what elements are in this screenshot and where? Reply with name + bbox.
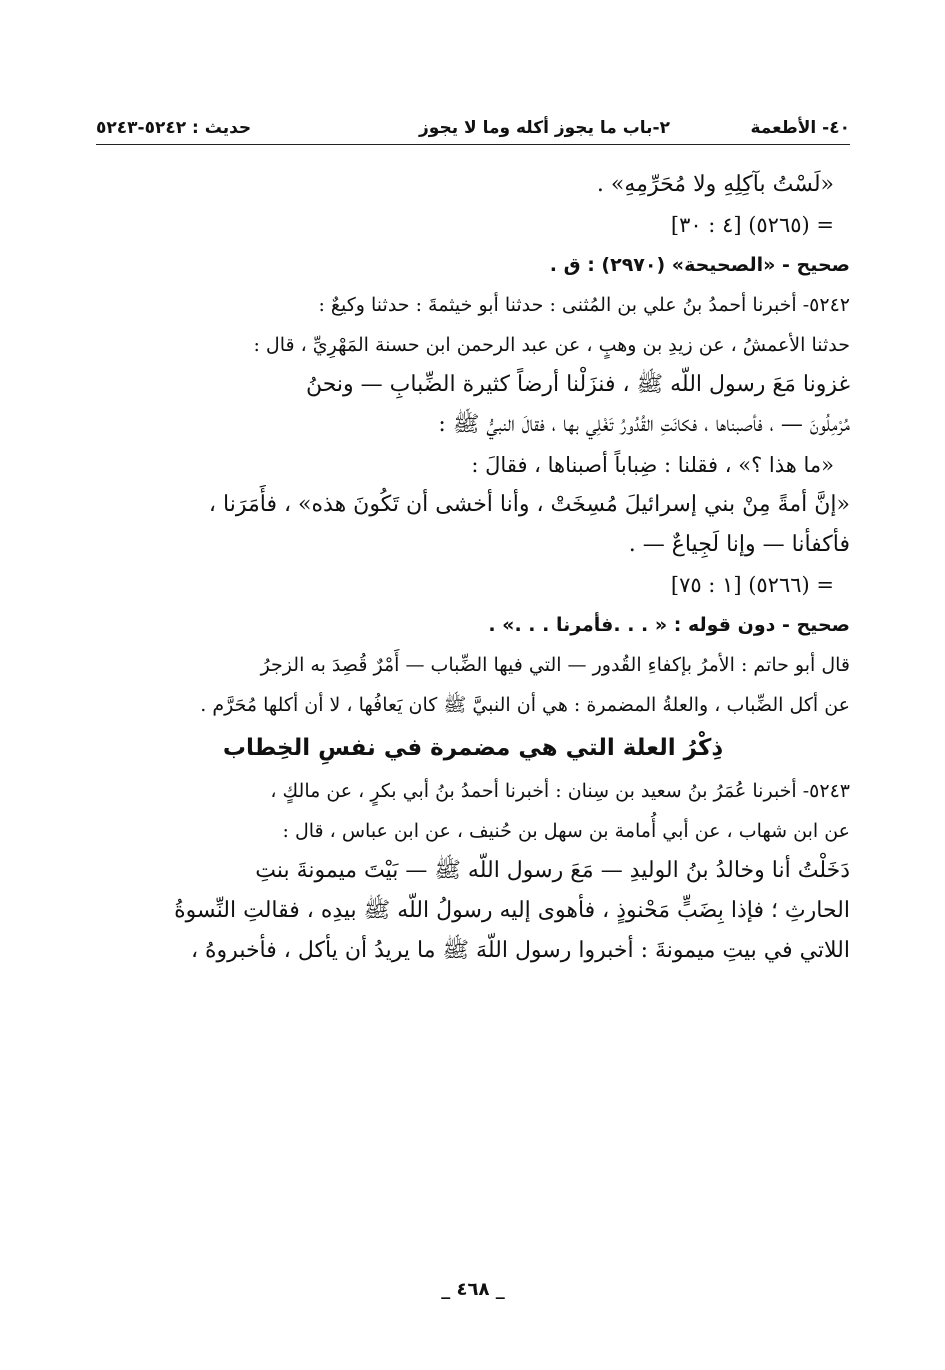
commentary-line: قال أبو حاتم : الأمرُ بإكفاءِ القُدور — التي فيها الضِّباب — أَمْرٌ قُصِدَ به الزجرُ [260,654,850,676]
page-number: _ ٤٦٨ _ [441,1279,505,1300]
commentary-line: عن أكل الضِّباب ، والعلةُ المضمرة : هي أن النبيَّ ﷺ كان يَعافُها ، لا أن أكلها مُحَرَّم . [200,694,850,716]
matn-line: اللاتي في بيتِ ميمونةَ : أخبروا رسول اللّهَ ﷺ ما يريدُ أن يأكل ، فأخبروهُ ، [190,938,850,963]
isnad-line: ٥٢٤٣- أخبرنا عُمَرُ بنُ سعيد بن سِنان : أخبرنا أحمدُ بنُ أبي بكرٍ ، عن مالكٍ ، [270,780,850,802]
hadith-range: حديث : ٥٢٤٢-٥٢٤٣ [96,118,252,138]
isnad-line: عن ابن شهاب ، عن أبي أُمامة بن سهل بن حُنيف ، عن ابن عباس ، قال : [282,820,850,842]
matn-line: فأكفأنا — وإنا لَجِياعٌ — . [628,532,850,557]
matn-line: دَخَلْتُ أنا وخالدُ بنُ الوليدِ — مَعَ رسول اللّه ﷺ — بَيْتَ ميمونةَ بنتِ [255,858,850,883]
section-heading: ذِكْرُ العلة التي هي مضمرة في نفسِ الخِطاب [222,735,724,761]
document-page [96,110,850,1340]
isnad-line: ٥٢٤٢- أخبرنا أحمدُ بنُ علي بن المُثنى : حدثنا أبو خيثمةَ : حدثنا وكيعٌ : [318,294,850,316]
text-body [96,145,850,971]
matn-line: «إنَّ أمةً مِنْ بني إسرائيلَ مُسِخَتْ ، وأنا أخشى أن تَكُونَ هذه» ، فأَمَرَنا ، [208,492,850,517]
reference-line: = (٥٢٦٦) [١ : ٧٥] [670,573,834,597]
matn-line: الحارثِ ؛ فإذا بِضَبٍّ مَحْنوذٍ ، فأهوى إليه رسولُ اللّه ﷺ بيدِه ، فقالتِ النِّسوةُ [174,898,850,923]
matn-line: مُرْمِلُونَ — ، فأصبناها ، فكانَتِ القُدُورُ تَغْلِي بها ، فقالَ النبيُّ ﷺ : [438,412,850,437]
reference-line: = (٥٢٦٥) [٤ : ٣٠] [670,213,834,237]
running-header [96,110,850,145]
section-title: ٢-باب ما يجوز أكله وما لا يجوز [419,118,670,138]
isnad-line: حدثنا الأعمشُ ، عن زيدِ بن وهبٍ ، عن عبد الرحمن ابن حسنة المَهْرِيِّ ، قال : [253,334,850,356]
matn-line: «ما هذا ؟» ، فقلنا : ضِباباً أصبناها ، فقالَ : [471,453,834,477]
text-line: «لَسْتُ بآكِلِهِ ولا مُحَرِّمِهِ» . [596,172,834,197]
matn-line: غزونا مَعَ رسول اللّه ﷺ ، فنزَلْنا أرضاً كثيرة الضِّبابِ — ونحنُ [305,372,850,397]
grading-line: صحيح - «الصحيحة» (٢٩٧٠) : ق . [549,254,850,276]
grading-line: صحيح - دون قوله : « . . .فأمرنا . . .» . [488,614,850,636]
chapter-title: ٤٠- الأطعمة [750,118,850,138]
